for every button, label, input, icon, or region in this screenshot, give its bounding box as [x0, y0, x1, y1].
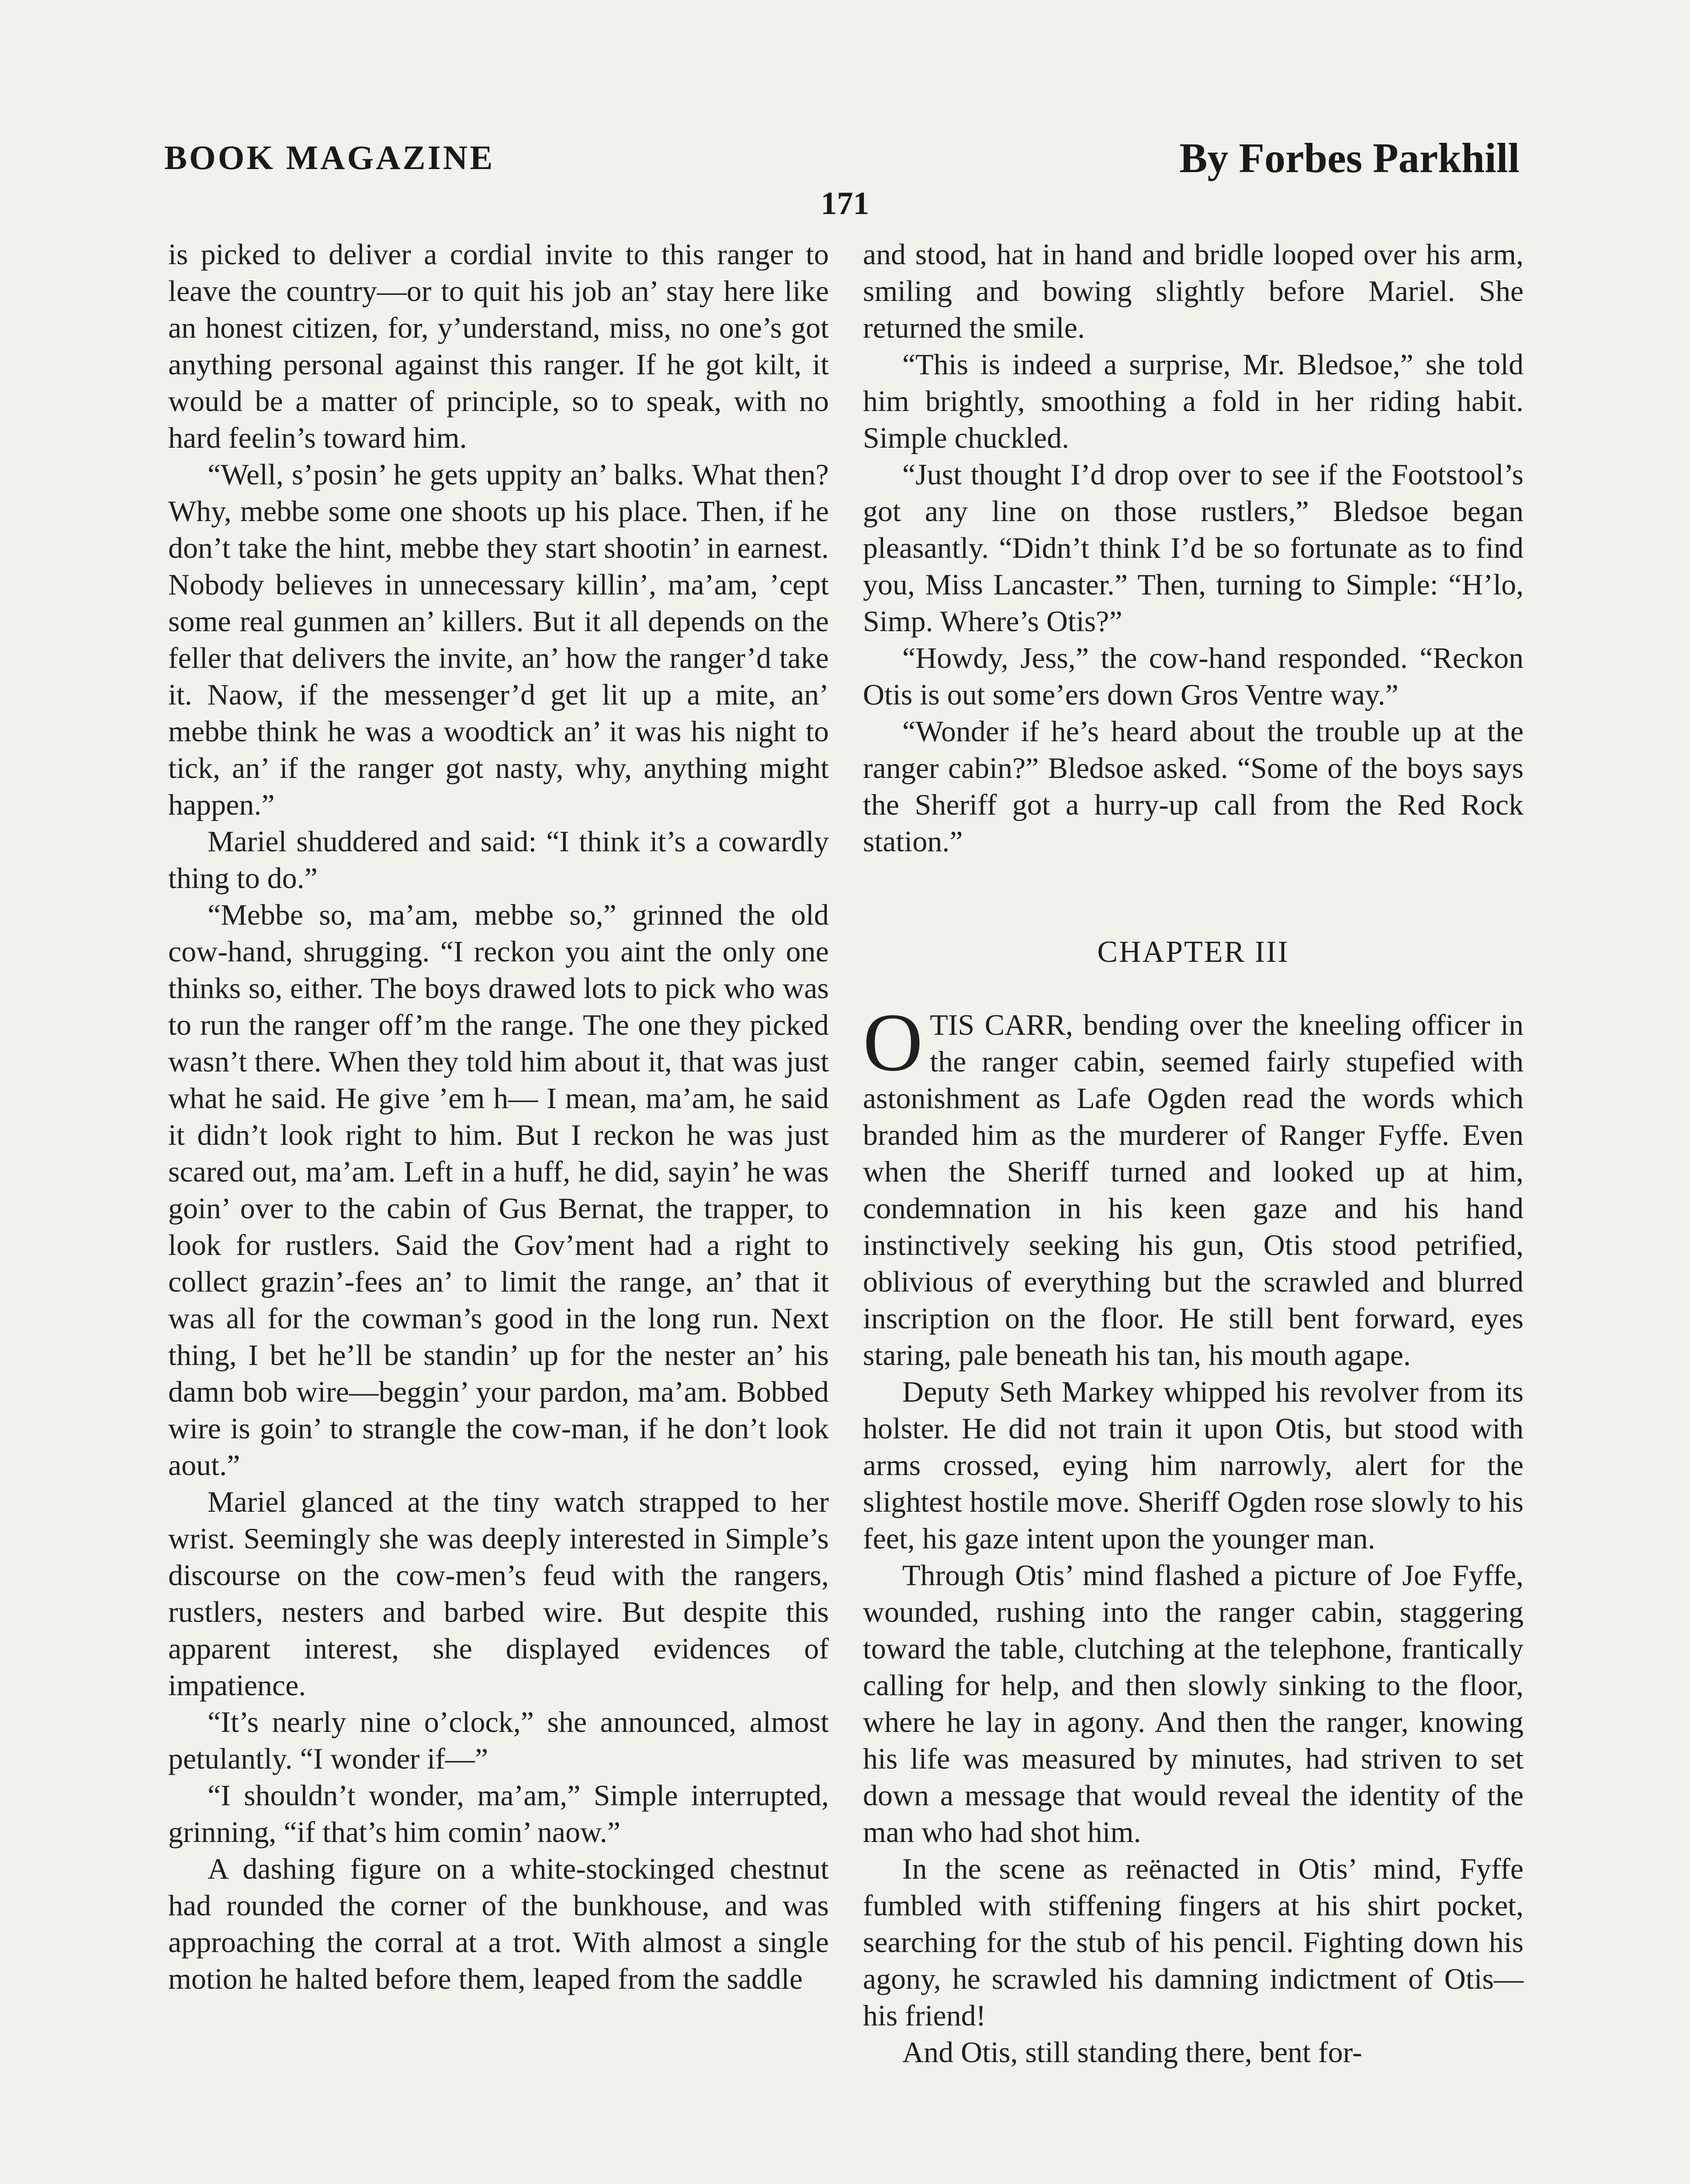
paragraph: “Mebbe so, ma’am, mebbe so,” grinned the old cow-hand, shrugging. “I reckon you aint the only one thinks so, either. The boys drawed lots to pick who was to run the ranger off’m the range. The one they picked wasn’t there. When they told him about it, that was just what he said. He give ’em h— I mean, ma’am, he said it didn’t look right to him. But I reckon he was just scared out, ma’am. Left in a huff, he did, sayin’ he was goin’ over to the cabin of Gus Bernat, the trapper, to look for rustlers. Said the Gov’ment had a right to collect grazin’-fees an’ to limit the range, an’ that it was all for the cowman’s good in the long run. Next thing, I bet he’ll be standin’ up for the nester an’ his damn bob wire—beggin’ your pardon, ma’am. Bobbed wire is goin’ to strangle the cow-man, if he don’t look aout.”: [168, 898, 829, 1482]
page-number: 171: [821, 186, 869, 221]
paragraph: Deputy Seth Markey whipped his revolver from its holster. He did not train it upon Otis, but stood with arms crossed, eying him narrowly, alert for the slightest hostile move. Sheriff Ogden rose slowly to his feet, his gaze intent upon the younger man.: [863, 1375, 1524, 1555]
paragraph: and stood, hat in hand and bridle looped over his arm, smiling and bowing slightly before Mariel. She returned the smile.: [863, 238, 1524, 344]
paragraph: Through Otis’ mind flashed a picture of Joe Fyffe, wounded, rushing into the ranger cabin, staggering toward the table, clutching at the telephone, frantically calling for help, and then slowly sinking to the floor, where he lay in agony. And then the ranger, knowing his life was measured by minutes, had striven to set down a message that would reveal the identity of the man who had shot him.: [863, 1559, 1524, 1849]
paragraph: “Just thought I’d drop over to see if the Footstool’s got any line on those rustlers,” Bledsoe began pleasantly. “Didn’t think I’d be so fortunate as to find you, Miss Lancaster.” Then, turning to Simple: “H’lo, Simp. Where’s Otis?”: [863, 458, 1524, 638]
paragraph: “I shouldn’t wonder, ma’am,” Simple interrupted, grinning, “if that’s him comin’ naow.”: [168, 1779, 829, 1849]
opening-text: TIS CARR, bending over the kneeling officer in the ranger cabin, seemed fairly stupefied with astonishment as Lafe Ogden read the words which branded him as the murderer of Ranger Fyffe. Even when the Sheriff turned and looked up at him, condemnation in his keen gaze and his hand instinctively seeking his gun, Otis stood petrified, oblivious of everything but the scrawled and blurred inscription on the floor. He still bent forward, eyes staring, pale beneath his tan, his mouth agape.: [863, 1008, 1524, 1372]
drop-cap: O: [863, 997, 923, 1089]
chapter-heading: CHAPTER III: [1097, 935, 1289, 969]
paragraph: “Wonder if he’s heard about the trouble up at the ranger cabin?” Bledsoe asked. “Some of the boys says the Sheriff got a hurry-up call from the Red Rock station.”: [863, 715, 1524, 858]
left-column: [168, 236, 829, 1997]
paragraph: A dashing figure on a white-stockinged chestnut had rounded the corner of the bunkhouse, and was approaching the corral at a trot. With almost a single motion he halted before them, leaped from the saddle: [168, 1852, 829, 1995]
paragraph: is picked to deliver a cordial invite to this ranger to leave the country—or to quit his job an’ stay here like an honest citizen, for, y’understand, miss, no one’s got anything personal against this ranger. If he got kilt, it would be a matter of principle, so to speak, with no hard feelin’s toward him.: [168, 238, 829, 454]
paragraph: Mariel glanced at the tiny watch strapped to her wrist. Seemingly she was deeply interested in Simple’s discourse on the cow-men’s feud with the rangers, rustlers, nesters and barbed wire. But despite this apparent interest, she displayed evidences of impatience.: [168, 1485, 829, 1702]
paragraph: Mariel shuddered and said: “I think it’s a cowardly thing to do.”: [168, 825, 829, 895]
right-column: [863, 236, 1524, 2070]
paragraph: “Howdy, Jess,” the cow-hand responded. “Reckon Otis is out some’ers down Gros Ventre way.”: [863, 641, 1524, 711]
paragraph: “It’s nearly nine o’clock,” she announced, almost petulantly. “I wonder if—”: [168, 1705, 829, 1775]
paragraph: “Well, s’posin’ he gets uppity an’ balks. What then? Why, mebbe some one shoots up his place. Then, if he don’t take the hint, mebbe they start shootin’ in earnest. Nobody believes in unnecessary killin’, ma’am, ’cept some real gunmen an’ killers. But it all depends on the feller that delivers the invite, an’ how the ranger’d take it. Naow, if the messenger’d get lit up a mite, an’ mebbe think he was a woodtick an’ it was his night to tick, an’ if the ranger got nasty, why, anything might happen.”: [168, 458, 829, 821]
paragraph: In the scene as reënacted in Otis’ mind, Fyffe fumbled with stiffening fingers at his shirt pocket, searching for the stub of his pencil. Fighting down his agony, he scrawled his damning indictment of Otis—his friend!: [863, 1852, 1524, 2032]
paragraph: And Otis, still standing there, bent for-: [902, 2035, 1362, 2069]
chapter-opening-paragraph: [863, 997, 1524, 1373]
author-byline: By Forbes Parkhill: [1179, 135, 1520, 181]
paragraph: “This is indeed a surprise, Mr. Bledsoe,” she told him brightly, smoothing a fold in her riding habit. Simple chuckled.: [863, 348, 1524, 454]
magazine-title: BOOK MAGAZINE: [164, 138, 495, 176]
